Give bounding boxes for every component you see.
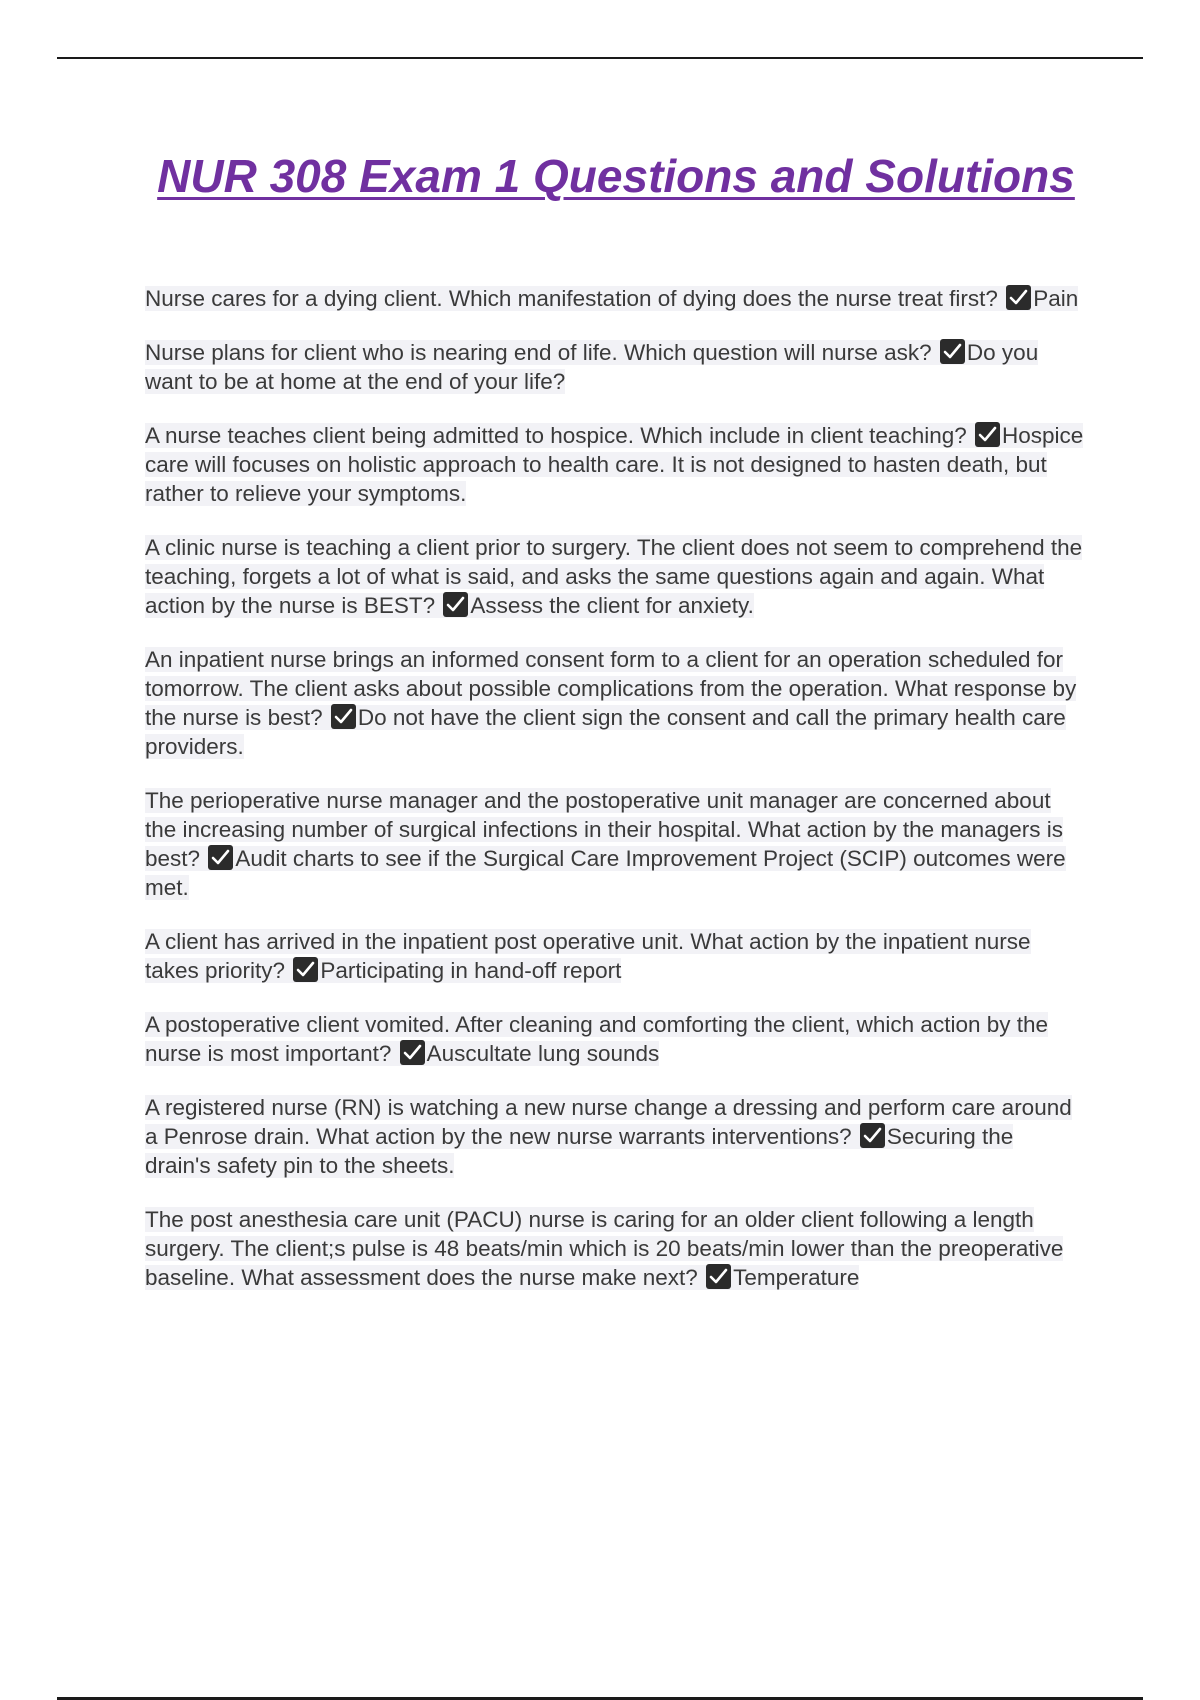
question-text: The post anesthesia care unit (PACU) nurse is caring for an older client following a length surgery. The client;s pulse is 48 beats/min which is 20 beats/min lower than the preoperative baseline. What assessment does the nurse make next? (145, 1207, 1064, 1290)
answer-text: Do not have the client sign the consent and call the primary health care providers. (145, 705, 1066, 759)
check-mark-box-icon (975, 422, 1000, 447)
header-rule (57, 57, 1143, 59)
check-mark-box-icon (940, 339, 965, 364)
question-text: A client has arrived in the inpatient post operative unit. What action by the inpatient nurse takes priority? (145, 929, 1031, 983)
qa-item-5 (145, 645, 1085, 761)
qa-item-1 (145, 284, 1085, 313)
qa-item-3 (145, 421, 1085, 508)
qa-item-10 (145, 1205, 1085, 1292)
check-mark-box-icon (400, 1040, 425, 1065)
question-text: A registered nurse (RN) is watching a new nurse change a dressing and perform care around a Penrose drain. What action by the new nurse warrants interventions? (145, 1095, 1072, 1149)
qa-item-9 (145, 1093, 1085, 1180)
check-mark-box-icon (860, 1123, 885, 1148)
answer-text: Securing the drain's safety pin to the sheets. (145, 1124, 1014, 1178)
answer-text: Audit charts to see if the Surgical Care Improvement Project (SCIP) outcomes were met. (145, 846, 1066, 900)
question-text: The perioperative nurse manager and the postoperative unit manager are concerned about the increasing number of surgical infections in their hospital. What action by the managers is best? (145, 788, 1063, 871)
question-text: Nurse plans for client who is nearing end of life. Which question will nurse ask? (145, 340, 932, 365)
check-mark-box-icon (443, 592, 468, 617)
qa-item-4 (145, 533, 1085, 620)
answer-text: Do you want to be at home at the end of your life? (145, 340, 1039, 394)
question-text: A clinic nurse is teaching a client prior to surgery. The client does not seem to comprehend the teaching, forgets a lot of what is said, and asks the same questions again and again. What action by the nurse is BEST? (145, 535, 1083, 618)
answer-text: Participating in hand-off report (320, 958, 622, 983)
answer-text: Pain (1033, 286, 1079, 311)
qa-list (145, 284, 1085, 1317)
answer-text: Auscultate lung sounds (426, 1041, 660, 1066)
check-mark-box-icon (331, 704, 356, 729)
check-mark-box-icon (208, 845, 233, 870)
qa-item-8 (145, 1010, 1085, 1068)
question-text: A postoperative client vomited. After cleaning and comforting the client, which action by the nurse is most important? (145, 1012, 1049, 1066)
answer-text: Hospice care will focuses on holistic approach to health care. It is not designed to hasten death, but rather to relieve your symptoms. (145, 423, 1084, 506)
qa-item-6 (145, 786, 1085, 902)
check-mark-box-icon (293, 957, 318, 982)
answer-text: Temperature (733, 1265, 860, 1290)
question-text: Nurse cares for a dying client. Which manifestation of dying does the nurse treat first? (145, 286, 998, 311)
qa-item-2 (145, 338, 1085, 396)
check-mark-box-icon (706, 1264, 731, 1289)
qa-item-7 (145, 927, 1085, 985)
document-title: NUR 308 Exam 1 Questions and Solutions (157, 150, 1075, 202)
answer-text: Assess the client for anxiety. (470, 593, 754, 618)
question-text: A nurse teaches client being admitted to hospice. Which include in client teaching? (145, 423, 967, 448)
question-text: An inpatient nurse brings an informed consent form to a client for an operation scheduled for tomorrow. The client asks about possible complications from the operation. What response by the nurse is best? (145, 647, 1077, 730)
check-mark-box-icon (1006, 285, 1031, 310)
